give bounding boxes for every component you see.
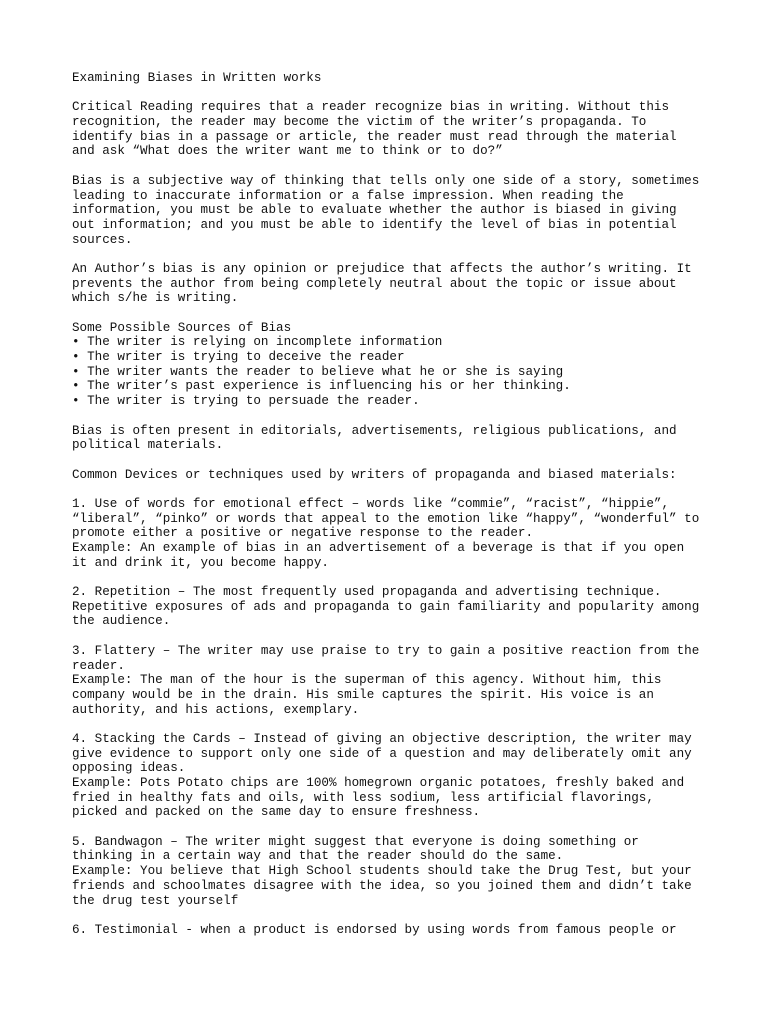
paragraph-line: Example: You believe that High School students should take the Drug Test, but your — [72, 864, 692, 879]
paragraph-line: 2. Repetition – The most frequently used propaganda and advertising technique. — [72, 585, 662, 600]
paragraph-line: recognition, the reader may become the victim of the writer’s propaganda. To — [72, 115, 647, 130]
paragraph-line: thinking in a certain way and that the reader should do the same. — [72, 849, 564, 864]
presence-paragraph — [72, 424, 728, 453]
device-item — [72, 835, 728, 908]
spacer — [72, 908, 728, 923]
spacer — [72, 306, 728, 321]
paragraph-line: “liberal”, “pinko” or words that appeal to the emotion like “happy”, “wonderful” to — [72, 511, 700, 526]
author-bias-paragraph — [72, 262, 728, 306]
paragraph-line: 3. Flattery – The writer may use praise to try to gain a positive reaction from the — [72, 643, 700, 658]
paragraph-line: reader. — [72, 658, 125, 673]
paragraph-line: sources. — [72, 232, 133, 247]
bullet-item: • The writer is trying to persuade the reader. — [72, 394, 420, 409]
device-item — [72, 732, 728, 820]
paragraph-line: authority, and his actions, exemplary. — [72, 702, 360, 717]
spacer — [72, 409, 728, 424]
spacer — [72, 86, 728, 101]
device-item — [72, 923, 728, 938]
paragraph-line: it and drink it, you become happy. — [72, 555, 329, 570]
spacer — [72, 453, 728, 468]
paragraph-line: 1. Use of words for emotional effect – words like “commie”, “racist”, “hippie”, — [72, 496, 670, 511]
device-item — [72, 644, 728, 717]
spacer — [72, 482, 728, 497]
paragraph-line: Example: The man of the hour is the superman of this agency. Without him, this — [72, 673, 662, 688]
intro-paragraph — [72, 100, 728, 159]
spacer — [72, 629, 728, 644]
paragraph-line: company would be in the drain. His smile captures the spirit. His voice is an — [72, 687, 654, 702]
paragraph-line: out information; and you must be able to identify the level of bias in potential — [72, 217, 677, 232]
spacer — [72, 247, 728, 262]
paragraph-line: promote either a positive or negative response to the reader. — [72, 526, 534, 541]
paragraph-line: An Author’s bias is any opinion or prejudice that affects the author’s writing. It — [72, 261, 692, 276]
paragraph-line: 4. Stacking the Cards – Instead of giving an objective description, the writer may — [72, 731, 692, 746]
document-title: Examining Biases in Written works — [72, 71, 322, 85]
paragraph-line: prevents the author from being completely neutral about the topic or issue about — [72, 276, 677, 291]
bullet-item: • The writer’s past experience is influencing his or her thinking. — [72, 379, 571, 394]
paragraph-line: Example: An example of bias in an advertisement of a beverage is that if you open — [72, 541, 685, 555]
paragraph-line: 6. Testimonial - when a product is endorsed by using words from famous people or — [72, 922, 677, 937]
paragraph-line: Bias is often present in editorials, advertisements, religious publications, and — [72, 423, 677, 438]
spacer — [72, 717, 728, 732]
paragraph-line: the audience. — [72, 614, 171, 629]
paragraph-line: the drug test yourself — [72, 893, 239, 908]
section-heading: Common Devices or techniques used by writers of propaganda and biased materials: — [72, 467, 677, 482]
bullet-item: • The writer wants the reader to believe what he or she is saying — [72, 364, 564, 379]
paragraph-line: and ask “What does the writer want me to think or to do?” — [72, 144, 503, 159]
paragraph-line: information, you must be able to evaluate whether the author is biased in giving — [72, 203, 677, 218]
bullet-item: • The writer is relying on incomplete information — [72, 335, 443, 350]
spacer — [72, 159, 728, 174]
paragraph-line: which s/he is writing. — [72, 291, 239, 306]
paragraph-line: Critical Reading requires that a reader recognize bias in writing. Without this — [72, 100, 670, 115]
sources-section — [72, 321, 728, 409]
device-item — [72, 585, 728, 629]
definition-paragraph — [72, 174, 728, 247]
paragraph-line: give evidence to support only one side of a question and may deliberately omit any — [72, 746, 692, 761]
spacer — [72, 820, 728, 835]
paragraph-line: political materials. — [72, 438, 224, 453]
paragraph-line: Example: Pots Potato chips are 100% homegrown organic potatoes, freshly baked and — [72, 776, 685, 790]
paragraph-line: friends and schoolmates disagree with the idea, so you joined them and didn’t take — [72, 878, 692, 893]
paragraph-line: identify bias in a passage or article, the reader must read through the material — [72, 129, 677, 144]
section-heading: Some Possible Sources of Bias — [72, 320, 292, 335]
paragraph-line: Repetitive exposures of ads and propaganda to gain familiarity and popularity among — [72, 599, 700, 614]
device-item — [72, 497, 728, 570]
paragraph-line: opposing ideas. — [72, 761, 186, 776]
paragraph-line: 5. Bandwagon – The writer might suggest that everyone is doing something or — [72, 834, 639, 849]
paragraph-line: leading to inaccurate information or a false impression. When reading the — [72, 188, 624, 203]
paragraph-line: fried in healthy fats and oils, with less sodium, less artificial flavorings, — [72, 790, 654, 805]
bullet-item: • The writer is trying to deceive the reader — [72, 350, 405, 365]
spacer — [72, 570, 728, 585]
paragraph-line: Bias is a subjective way of thinking that tells only one side of a story, sometimes — [72, 173, 700, 188]
paragraph-line: picked and packed on the same day to ensure freshness. — [72, 805, 481, 820]
